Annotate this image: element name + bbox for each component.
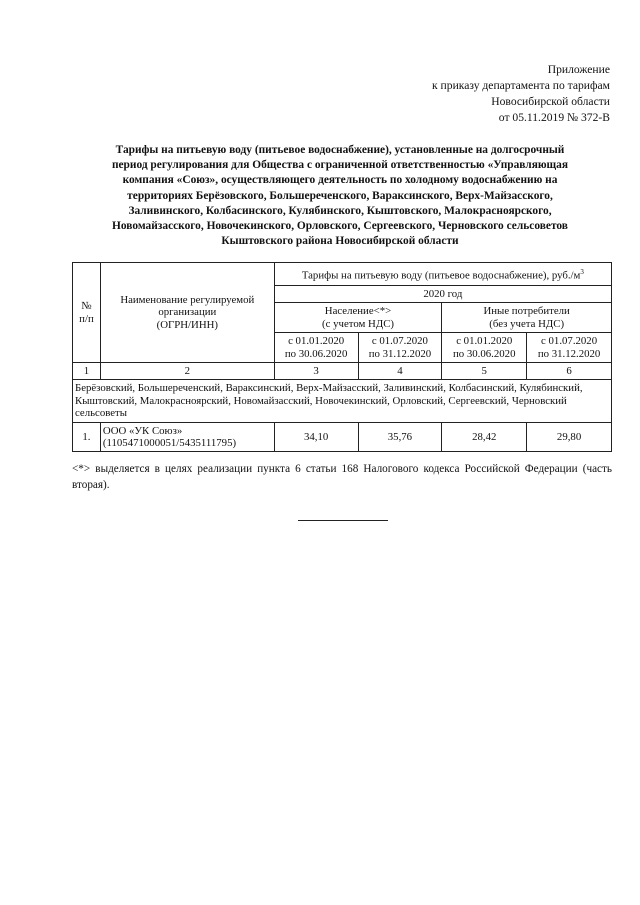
period-cell: [442, 333, 527, 363]
period-to: по 31.12.2020: [537, 347, 601, 360]
tariff-value: 34,10: [274, 422, 358, 452]
column-number: 6: [527, 363, 612, 380]
header-year-cell: 2020 год: [274, 286, 611, 303]
others-label: Иные потребители: [483, 305, 570, 318]
tariffs-table: [72, 262, 612, 452]
column-number: 3: [274, 363, 358, 380]
period-from: с 01.07.2020: [371, 335, 428, 348]
org-name: ООО «УК Союз»: [102, 424, 183, 437]
column-number: 1: [73, 363, 101, 380]
tariff-value: 29,80: [527, 422, 612, 452]
period-to: по 30.06.2020: [284, 347, 348, 360]
header-org-line: Наименование регулируемой: [120, 293, 255, 306]
period-to: по 31.12.2020: [368, 347, 432, 360]
header-org-line: (ОГРН/ИНН): [156, 318, 219, 331]
header-tariffs-text: Тарифы на питьевую воду (питьевое водоснабжение), руб./м: [301, 269, 581, 282]
row-number: 1.: [73, 422, 101, 452]
title-line: Тарифы на питьевую воду (питьевое водоснабжение), установленные на долгосрочный: [115, 144, 565, 156]
column-number: 5: [442, 363, 527, 380]
table-row: [73, 422, 612, 452]
row-org-cell: [100, 422, 274, 452]
annex-line: Приложение: [547, 63, 610, 76]
annex-line: Новосибирской области: [491, 95, 610, 108]
header-unit-superscript: 3: [580, 268, 584, 276]
column-number: 4: [358, 363, 442, 380]
header-others-cell: [442, 303, 612, 333]
period-from: с 01.07.2020: [541, 335, 598, 348]
header-num-symbol: №: [81, 300, 92, 313]
period-from: с 01.01.2020: [456, 335, 513, 348]
tariff-value: 35,76: [358, 422, 442, 452]
header-num-abbr: п/п: [79, 312, 94, 325]
population-vat-note: (с учетом НДС): [322, 317, 394, 330]
header-tariffs-cell: [274, 263, 611, 286]
title-line: территориях Берёзовского, Большереченского, Вараксинского, Верх-Майзасского,: [127, 189, 553, 202]
document-title: [68, 143, 612, 249]
title-line: период регулирования для Общества с ограниченной ответственностью «Управляющая: [111, 159, 569, 172]
territory-cell: Берёзовский, Большереченский, Вараксинский, Верх-Майзасский, Заливинский, Колбасинский, Кулябинский, Кыштовский, Малокрасноярский, Новомайзасский, Новочекинский, Орловский, Сергеевский, Черновский сельсоветы: [73, 380, 612, 422]
column-number-row: [73, 363, 612, 380]
period-cell: [527, 333, 612, 363]
period-cell: [274, 333, 358, 363]
end-divider: [298, 520, 388, 521]
header-num-cell: [73, 263, 101, 363]
header-row: [73, 263, 612, 286]
header-population-cell: [274, 303, 442, 333]
title-line: компания «Союз», осуществляющего деятельность по холодному водоснабжению на: [122, 174, 558, 187]
header-org-cell: [100, 263, 274, 363]
population-label: Население<*>: [324, 305, 392, 318]
header-org-line: организации: [158, 306, 217, 319]
annex-block: [310, 62, 610, 126]
period-from: с 01.01.2020: [288, 335, 345, 348]
annex-line: к приказу департамента по тарифам: [432, 79, 610, 92]
others-vat-note: (без учета НДС): [489, 317, 565, 330]
org-ids: (1105471000051/5435111795): [102, 437, 237, 450]
title-line: Заливинского, Колбасинского, Кулябинского, Кыштовского, Малокрасноярского,: [128, 204, 552, 217]
column-number: 2: [100, 363, 274, 380]
title-line: Кыштовского района Новосибирской области: [221, 235, 459, 248]
annex-line: от 05.11.2019 № 372-В: [498, 111, 610, 124]
period-to: по 30.06.2020: [453, 347, 516, 360]
footnote: <*> выделяется в целях реализации пункта 6 статьи 168 Налогового кодекса Российской Федерации (часть вторая).: [72, 463, 612, 491]
tariff-value: 28,42: [442, 422, 527, 452]
period-cell: [358, 333, 442, 363]
title-line: Новомайзасского, Новочекинского, Орловского, Сергеевского, Черновского сельсоветов: [112, 220, 568, 233]
territory-row: [73, 380, 612, 422]
